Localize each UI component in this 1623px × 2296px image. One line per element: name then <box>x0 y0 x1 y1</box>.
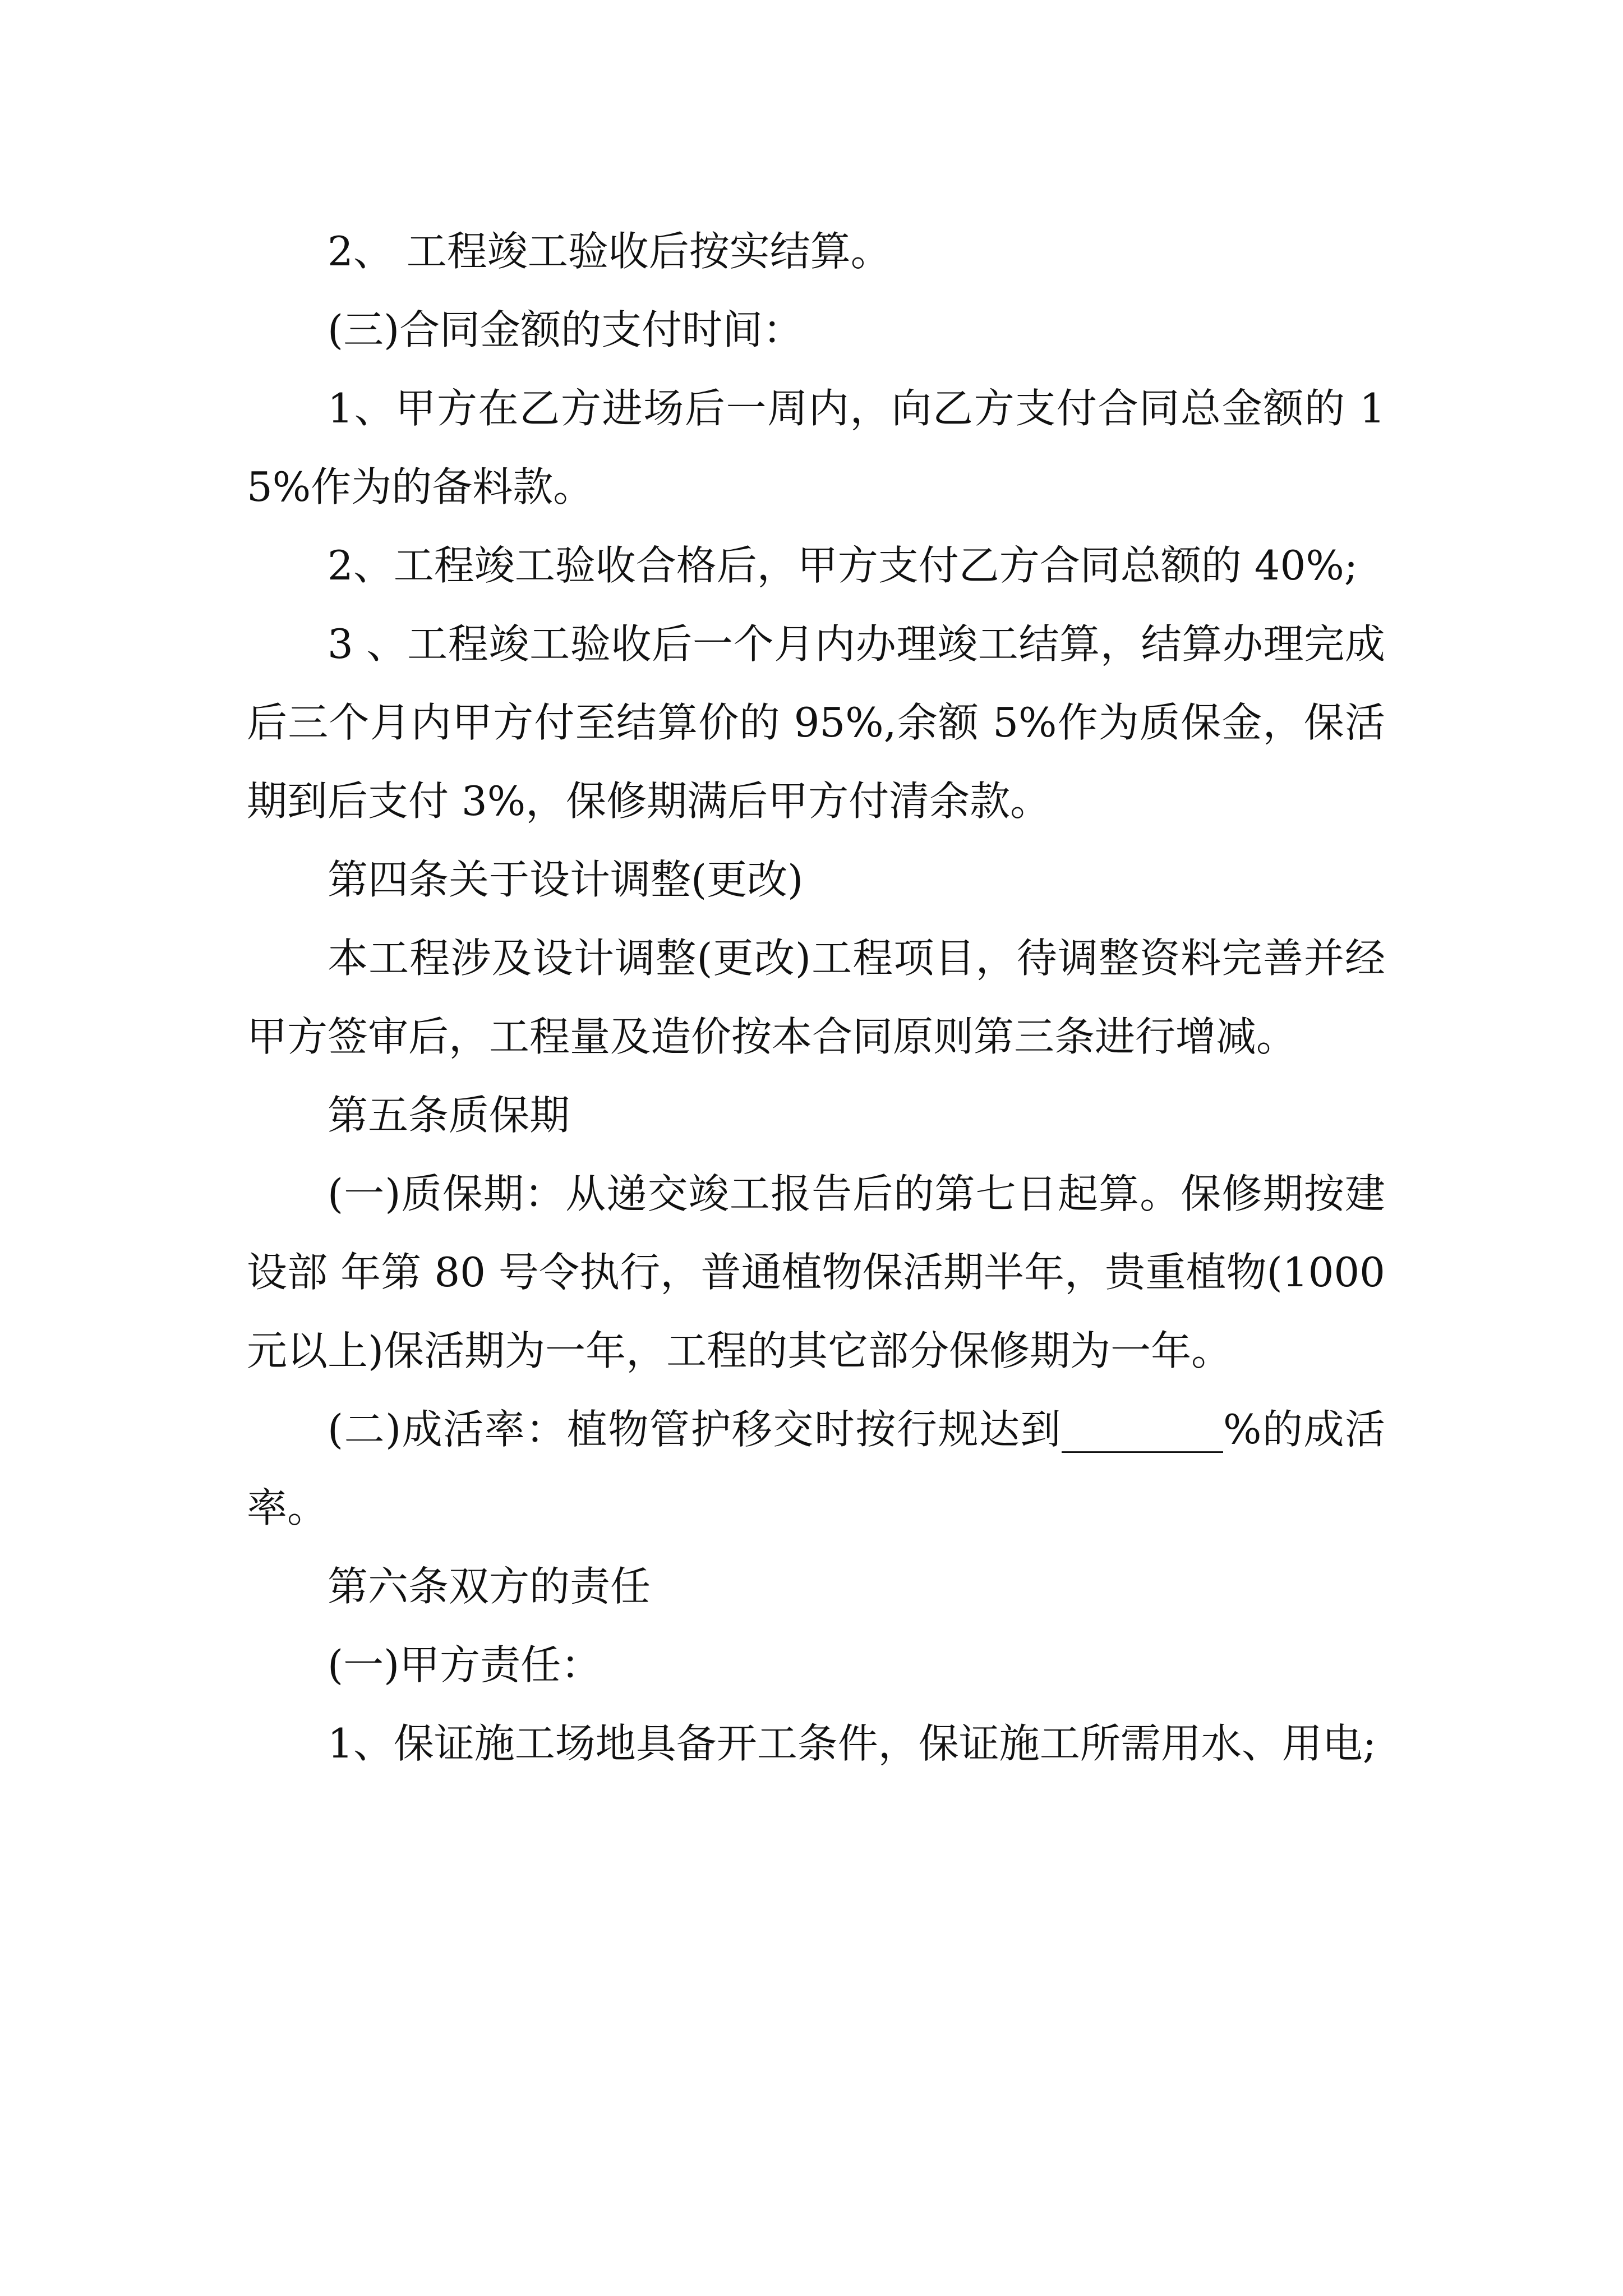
article-4-heading: 第四条关于设计调整(更改) <box>328 856 804 903</box>
article-4-body: 本工程涉及设计调整(更改)工程项目，待调整资料完善并经甲方签审后，工程量及造价按本合同原则第三条进行增减。 <box>247 935 1385 1060</box>
payment-item-2: 2、工程竣工验收合格后，甲方支付乙方合同总额的 40%; <box>328 542 1358 589</box>
payment-time-heading: (三)合同金额的支付时间： <box>328 306 804 353</box>
payment-item-3: 3 、工程竣工验收后一个月内办理竣工结算，结算办理完成后三个月内甲方付至结算价的 95%,余额 5%作为质保金，保活期到后支付 3%，保修期满后甲方付清余款。 <box>247 620 1385 825</box>
warranty-period-paragraph: (一)质保期：从递交竣工报告后的第七日起算。保修期按建设部 年第 80 号令执行，普通植物保活期半年，贵重植物(1000 元以上)保活期为一年，工程的其它部分保修期为一年。 <box>247 1170 1398 1374</box>
payment-item-1: 1、甲方在乙方进场后一周内，向乙方支付合同总金额的 15%作为的备料款。 <box>247 385 1385 510</box>
article-6-heading: 第六条双方的责任 <box>328 1563 651 1610</box>
party-a-duties-heading: (一)甲方责任： <box>328 1641 602 1688</box>
document-body <box>247 212 1398 1783</box>
survival-rate-paragraph: (二)成活率：植物管护移交时按行规达到________%的成活率。 <box>247 1406 1385 1531</box>
party-a-duty-1: 1、保证施工场地具备开工条件，保证施工所需用水、用电; <box>328 1720 1377 1767</box>
article-5-heading: 第五条质保期 <box>328 1092 570 1139</box>
clause-settlement-item-2: 2、 工程竣工验收后按实结算。 <box>328 228 891 275</box>
